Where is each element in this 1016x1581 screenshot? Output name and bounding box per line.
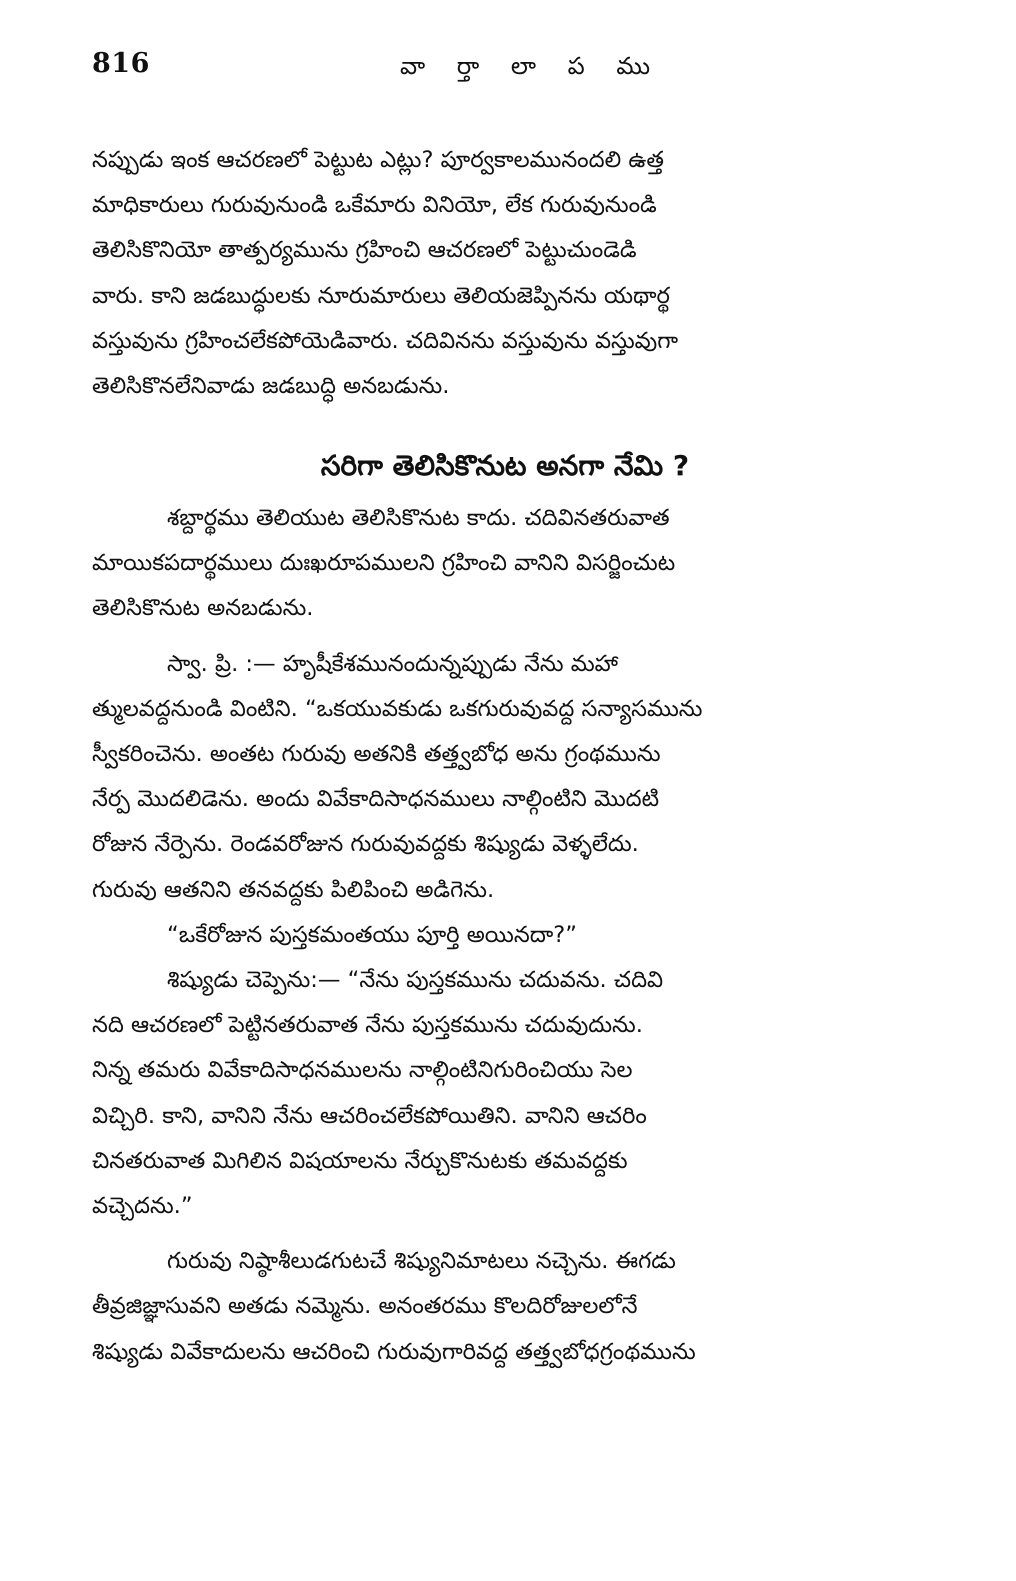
text-line: స్వీకరించెను. అంతట గురువు అతనికి తత్త్వబోధ అను గ్రంథమును: [92, 741, 661, 768]
text-line: నప్పుడు ఇంక ఆచరణలో పెట్టుట ఎట్లు? పూర్వకాలమునందలి ఉత్త: [92, 147, 664, 173]
text-line: శిష్యుడు చెప్పెను:— “నేను పుస్తకమును చదువను. చదివి: [167, 967, 664, 994]
text-line: విచ్చిరి. కాని, వానిని నేను ఆచరించలేకపోయితిని. వానిని ఆచరిం: [92, 1102, 647, 1129]
text-line: తెలిసికొనుట అనబడును.: [92, 595, 314, 622]
paragraph-block-top: [92, 138, 926, 409]
text-line: శిష్యుడు వివేకాదులను ఆచరించి గురువుగారివద్ద తత్త్వబోధగ్రంథమును: [92, 1338, 696, 1365]
text-line: గురువు నిష్ఠాశీలుడగుటచే శిష్యునిమాటలు నచ్చెను. ఈగడు: [167, 1248, 676, 1275]
text-line: రోజున నేర్పెను. రెండవరోజున గురువువద్దకు శిష్యుడు వెళ్ళలేదు.: [92, 831, 639, 858]
text-line: స్వా. ప్రి. :— హృషీకేశమునందున్నప్పుడు నేను మహా: [167, 650, 618, 677]
text-line: “ఒకేరోజున పుస్తకమంతయు పూర్తి అయినదా?”: [167, 921, 577, 948]
text-line: నది ఆచరణలో పెట్టినతరువాత నేను పుస్తకమును చదువుదును.: [92, 1012, 643, 1039]
text-line: శబ్దార్థము తెలియుట తెలిసికొనుట కాదు. చదివినతరువాత: [167, 505, 670, 531]
text-line: తీవ్రజిజ్ఞాసువని అతడు నమ్మెను. అనంతరము కొలదిరోజులలోనే: [92, 1293, 638, 1320]
text-line: వస్తువును గ్రహించలేకపోయెడివారు. చదివినను వస్తువును వస్తువుగా: [92, 327, 679, 354]
text-line: త్ములవద్దనుండి వింటిని. “ఒకయువకుడు ఒకగురువువద్ద సన్యాసమును: [92, 695, 703, 722]
section-heading: సరిగా తెలిసికొనుట అనగా నేమి ?: [320, 449, 690, 482]
text-line: వారు. కాని జడబుద్ధులకు నూరుమారులు తెలియజెప్పినను యథార్థ: [92, 282, 670, 309]
text-line: మాయికపదార్థములు దుఃఖరూపములని గ్రహించి వానిని విసర్జించుట: [92, 550, 676, 577]
text-line: మాధికారులు గురువునుండి ఒకేమారు వినియో, లేక గురువునుండి: [92, 192, 657, 219]
running-title: వా ర్తా లా ప ము: [400, 52, 663, 80]
page-number: 816: [92, 48, 150, 79]
page-header: [92, 44, 926, 92]
text-line: చినతరువాత మిగిలిన విషయాలను నేర్చుకొనుటకు తమవద్దకు: [92, 1147, 628, 1174]
text-line: గురువు ఆతనిని తనవద్దకు పిలిపించి అడిగెను.: [92, 876, 495, 903]
paragraph-gap: [92, 1229, 926, 1239]
text-line: వచ్చెదను.”: [92, 1193, 193, 1220]
text-line: తెలిసికొనలేనివాడు జడబుద్ధి అనబడును.: [92, 373, 450, 400]
text-line: తెలిసికొనియో తాత్పర్యమును గ్రహించి ఆచరణలో పెట్టుచుండెడి: [92, 237, 637, 264]
text-line: నిన్న తమరు వివేకాదిసాధనములను నాల్గింటినిగురించియు సెల: [92, 1057, 633, 1084]
paragraph-gap: [92, 632, 926, 642]
text-line: నేర్ప మొదలిడెను. అందు వివేకాదిసాధనములు నాల్గింటిని మొదటి: [92, 786, 660, 813]
paragraph-block-main: [92, 496, 926, 1375]
